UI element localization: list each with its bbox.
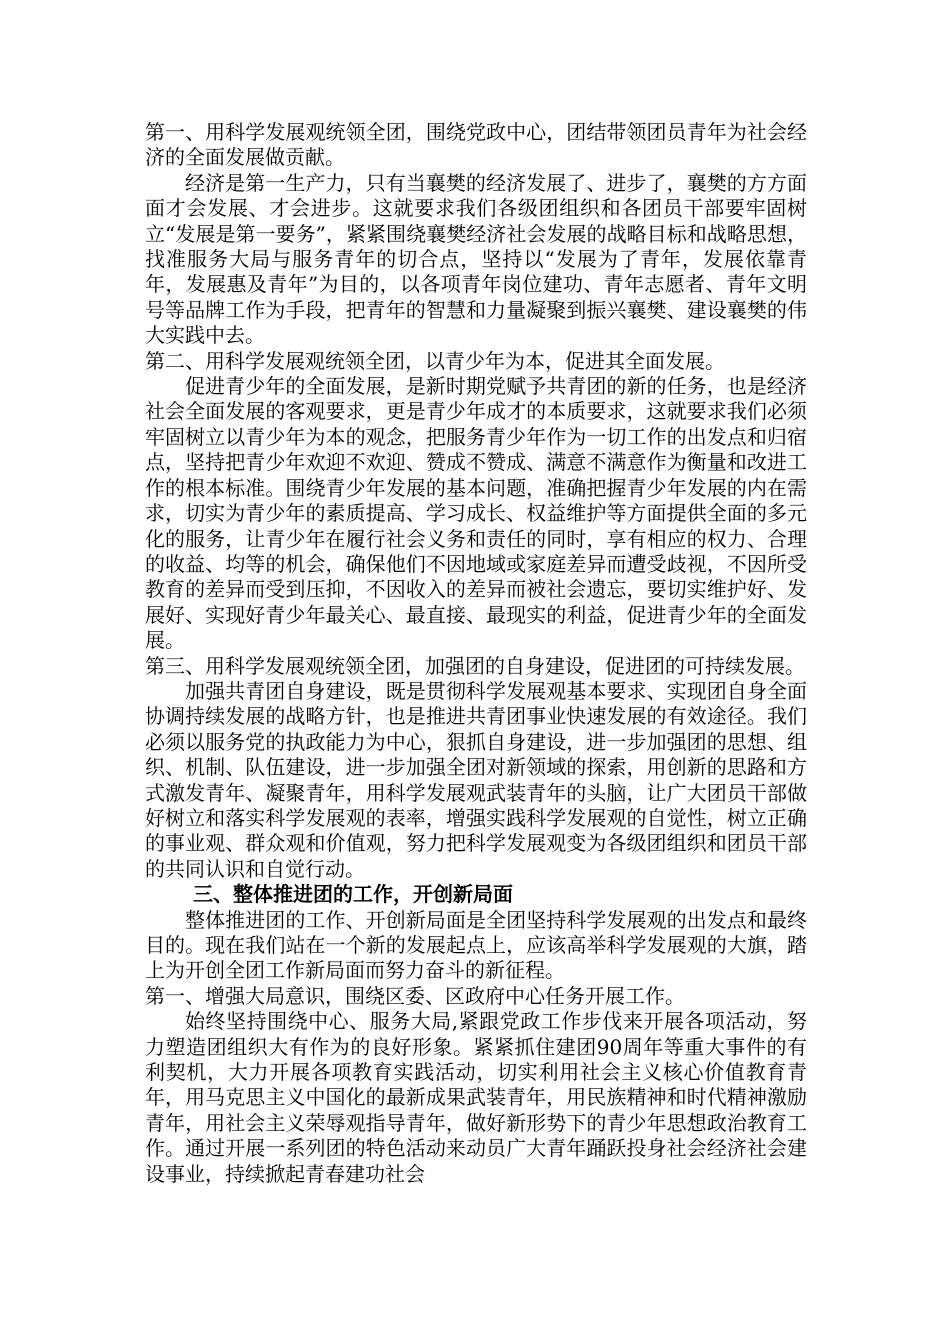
section-subheading: 第一、增强大局意识，围绕区委、区政府中心任务开展工作。 — [145, 983, 685, 1008]
section-subheading: 第三、用科学发展观统领全团，加强团的自身建设，促进团的可持续发展。 — [145, 653, 805, 678]
body-paragraph: 加强共青团自身建设，既是贯彻科学发展观基本要求、实现团自身全面协调持续发展的战略方针，也是推进共青团事业快速发展的有效途径。我们必须以服务党的执政能力为中心，狠抓自身建设，进一步加强团的思想、组织、机制、队伍建设，进一步加强全团对新领域的探索，用创新的思路和方式激发青年、凝聚青年，用科学发展观武装青年的头脑，让广大团员干部做好树立和落实科学发展观的表率，增强实践科学发展观的自觉性，树立正确的事业观、群众观和价值观，努力把科学发展观变为各级团组织和团员干部的共同认识和自觉行动。 — [145, 678, 807, 881]
body-paragraph: 经济是第一生产力，只有当襄樊的经济发展了、进步了，襄樊的方方面面才会发展、才会进步。这就要求我们各级团组织和各团员干部要牢固树立“发展是第一要务”，紧紧围绕襄樊经济社会发展的战略目标和战略思想，找准服务大局与服务青年的切合点，坚持以“发展为了青年，发展依靠青年，发展惠及青年”为目的，以各项青年岗位建功、青年志愿者、青年文明号等品牌工作为手段，把青年的智慧和力量凝聚到振兴襄樊、建设襄樊的伟大实践中去。 — [145, 170, 807, 348]
section-subheading: 第二、用科学发展观统领全团，以青少年为本，促进其全面发展。 — [145, 348, 725, 373]
body-paragraph: 始终坚持围绕中心、服务大局,紧跟党政工作步伐来开展各项活动，努力塑造团组织大有作为的良好形象。紧紧抓住建团90周年等重大事件的有利契机，大力开展各项教育实践活动，切实利用社会主义核心价值教育青年，用马克思主义中国化的最新成果武装青年，用民族精神和时代精神激励青年，用社会主义荣辱观指导青年，做好新形势下的青少年思想政治教育工作。通过开展一系列团的特色活动来动员广大青年踊跃投身社会经济社会建设事业，持续掀起青春建功社会 — [145, 1009, 807, 1186]
section-heading: 三、整体推进团的工作，开创新局面 — [193, 882, 513, 907]
body-paragraph: 整体推进团的工作、开创新局面是全团坚持科学发展观的出发点和最终目的。现在我们站在一个新的发展起点上，应该高举科学发展观的大旗，踏上为开创全团工作新局面而努力奋斗的新征程。 — [145, 907, 807, 983]
section-subheading: 第一、用科学发展观统领全团，围绕党政中心，团结带领团员青年为社会经济的全面发展做贡献。 — [145, 120, 807, 170]
body-paragraph: 促进青少年的全面发展，是新时期党赋予共青团的新的任务，也是经济社会全面发展的客观要求，更是青少年成才的本质要求，这就要求我们必须牢固树立以青少年为本的观念，把服务青少年作为一切工作的出发点和归宿点，坚持把青少年欢迎不欢迎、赞成不赞成、满意不满意作为衡量和改进工作的根本标准。围绕青少年发展的基本问题，准确把握青少年发展的内在需求，切实为青少年的素质提高、学习成长、权益维护等方面提供全面的多元化的服务，让青少年在履行社会义务和责任的同时，享有相应的权力、合理的收益、均等的机会，确保他们不因地域或家庭差异而遭受歧视，不因所受教育的差异而受到压抑，不因收入的差异而被社会遗忘，要切实维护好、发展好、实现好青少年最关心、最直接、最现实的利益，促进青少年的全面发展。 — [145, 374, 807, 653]
document-page — [145, 120, 807, 1187]
